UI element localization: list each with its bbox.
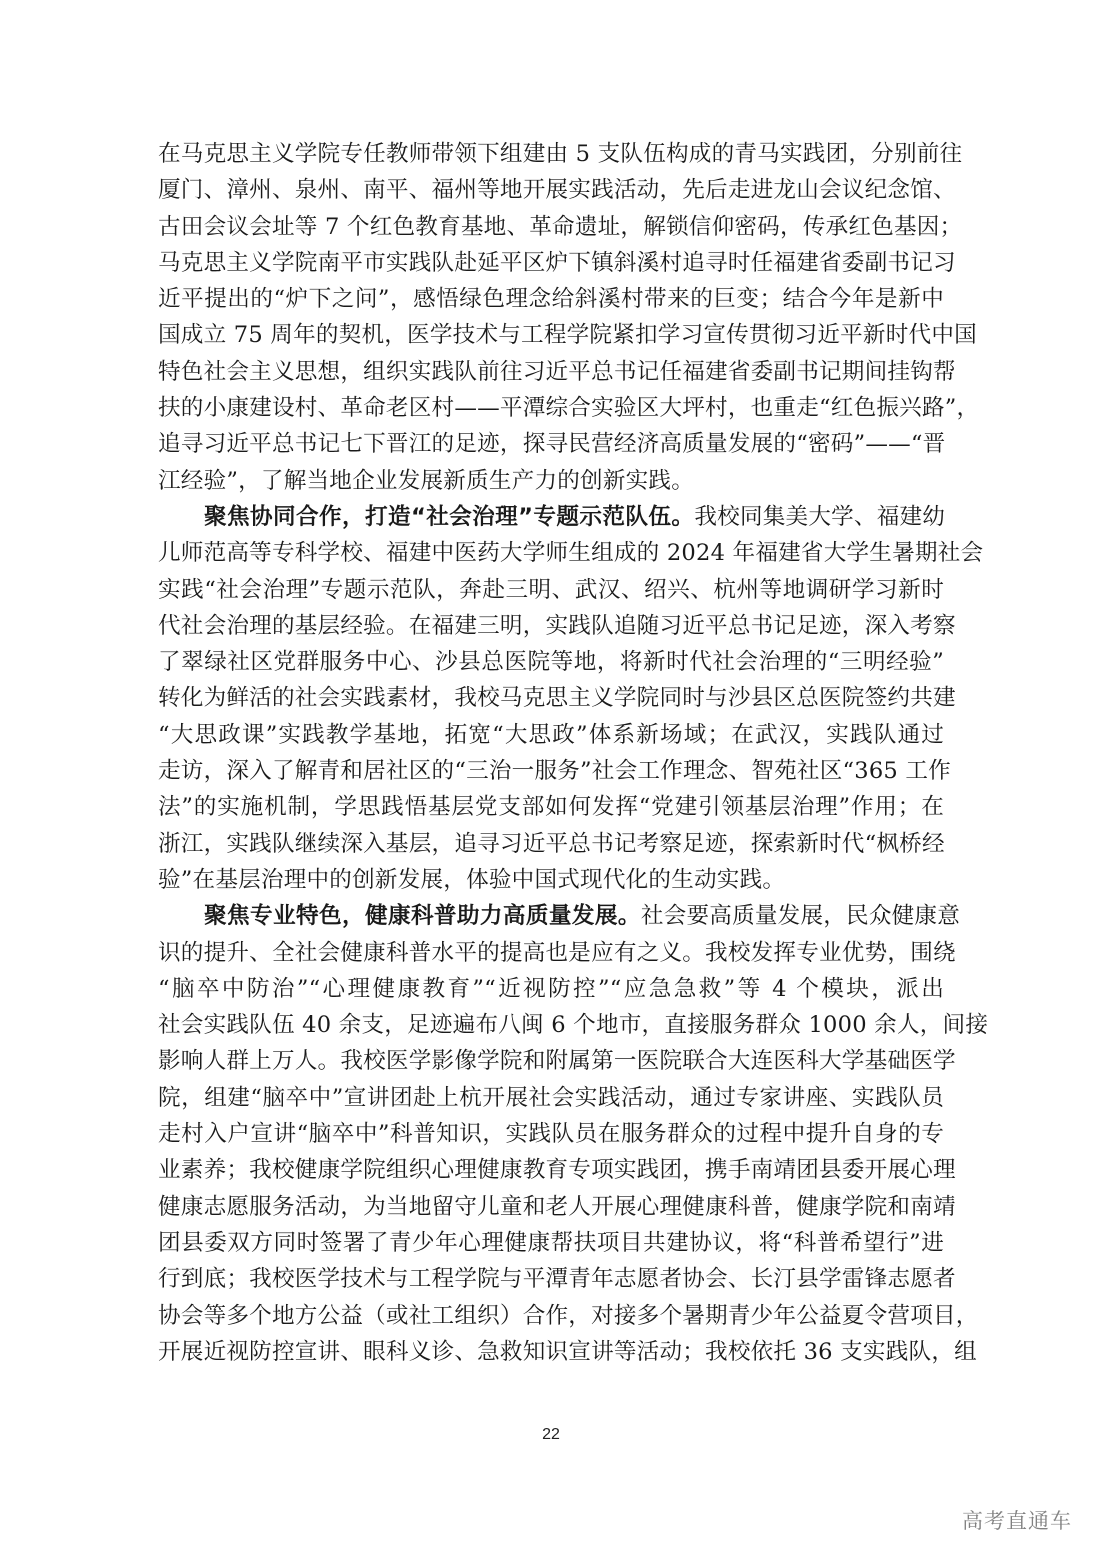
text-line: 转化为鲜活的社会实践素材，我校马克思主义学院同时与沙县区总医院签约共建 bbox=[158, 685, 956, 712]
text-line: 特色社会主义思想，组织实践队前往习近平总书记任福建省委副书记期间挂钩帮 bbox=[158, 358, 956, 385]
text-line: 协会等多个地方公益（或社工组织）合作，对接多个暑期青少年公益夏令营项目， bbox=[158, 1302, 979, 1329]
text-line: 业素养；我校健康学院组织心理健康教育专项实践团，携手南靖团县委开展心理 bbox=[158, 1157, 956, 1184]
text-line: 验”在基层治理中的创新发展，体验中国式现代化的生动实践。 bbox=[158, 866, 786, 893]
text-line: 浙江，实践队继续深入基层，追寻习近平总书记考察足迹，探索新时代“枫桥经 bbox=[158, 830, 945, 857]
text-line: 实践“社会治理”专题示范队，奔赴三明、武汉、绍兴、杭州等地调研学习新时 bbox=[158, 576, 944, 603]
text-line: 院，组建“脑卒中”宣讲团赴上杭开展社会实践活动，通过专家讲座、实践队员 bbox=[158, 1084, 944, 1111]
paragraph-social-governance bbox=[158, 499, 984, 898]
paragraph-heading: 聚焦协同合作，打造“社会治理”专题示范队伍。 bbox=[204, 503, 695, 530]
text-line: 近平提出的“炉下之问”，感悟绿色理念给斜溪村带来的巨变；结合今年是新中 bbox=[158, 286, 944, 313]
text-line: 识的提升、全社会健康科普水平的提高也是应有之义。我校发挥专业优势，围绕 bbox=[158, 939, 956, 966]
paragraph-heading: 聚焦专业特色，健康科普助力高质量发展。 bbox=[204, 903, 641, 930]
text-line: 开展近视防控宣讲、眼科义诊、急救知识宣讲等活动；我校依托 36 支实践队，组 bbox=[158, 1338, 977, 1365]
text-line: 厦门、漳州、泉州、南平、福州等地开展实践活动，先后走进龙山会议纪念馆、 bbox=[158, 177, 956, 204]
text-line: 影响人群上万人。我校医学影像学院和附属第一医院联合大连医科大学基础医学 bbox=[158, 1048, 956, 1075]
text-line: 国成立 75 周年的契机，医学技术与工程学院紧扣学习宣传贯彻习近平新时代中国 bbox=[158, 322, 977, 349]
text-run: 我校同集美大学、福建幼 bbox=[694, 503, 946, 530]
page-number: 22 bbox=[542, 1426, 560, 1443]
text-line: 社会实践队伍 40 余支，足迹遍布八闽 6 个地市，直接服务群众 1000 余人，间接 bbox=[158, 1012, 989, 1039]
text-line bbox=[158, 499, 944, 535]
document-body bbox=[158, 136, 989, 1370]
paragraph-red-education bbox=[158, 136, 980, 499]
text-line: “大思政课”实践教学基地，拓宽“大思政”体系新场域；在武汉，实践队通过 bbox=[158, 721, 944, 748]
watermark: 高考直通车 bbox=[962, 1509, 1072, 1533]
text-line: 马克思主义学院南平市实践队赴延平区炉下镇斜溪村追寻时任福建省委副书记习 bbox=[158, 249, 956, 276]
text-line: 团县委双方同时签署了青少年心理健康帮扶项目共建协议，将“科普希望行”进 bbox=[158, 1229, 944, 1256]
text-line bbox=[158, 898, 961, 934]
text-line: 扶的小康建设村、革命老区村——平潭综合实验区大坪村，也重走“红色振兴路”， bbox=[158, 395, 980, 422]
text-line: 代社会治理的基层经验。在福建三明，实践队追随习近平总书记足迹，深入考察 bbox=[158, 612, 956, 639]
text-line: 走村入户宣讲“脑卒中”科普知识，实践队员在服务群众的过程中提升自身的专 bbox=[158, 1121, 944, 1148]
text-line: 在马克思主义学院专任教师带领下组建由 5 支队伍构成的青马实践团，分别前往 bbox=[158, 141, 963, 167]
paragraph-health-science bbox=[158, 898, 989, 1370]
text-line: 古田会议会址等 7 个红色教育基地、革命遗址，解锁信仰密码，传承红色基因； bbox=[158, 213, 963, 240]
text-line: “脑卒中防治”“心理健康教育”“近视防控”“应急急救”等 4 个模块，派出 bbox=[158, 975, 944, 1002]
text-line: 儿师范高等专科学校、福建中医药大学师生组成的 2024 年福建省大学生暑期社会 bbox=[158, 540, 984, 567]
text-line: 健康志愿服务活动，为当地留守儿童和老人开展心理健康科普，健康学院和南靖 bbox=[158, 1193, 956, 1220]
text-line: 追寻习近平总书记七下晋江的足迹，探寻民营经济高质量发展的“密码”——“晋 bbox=[158, 431, 946, 458]
text-line: 法”的实施机制，学思践悟基层党支部如何发挥“党建引领基层治理”作用；在 bbox=[158, 794, 944, 821]
text-line: 行到底；我校医学技术与工程学院与平潭青年志愿者协会、长汀县学雷锋志愿者 bbox=[158, 1266, 956, 1293]
text-line: 江经验”，了解当地企业发展新质生产力的创新实践。 bbox=[158, 467, 695, 494]
text-line: 走访，深入了解青和居社区的“三治一服务”社会工作理念、智苑社区“365 工作 bbox=[158, 758, 951, 785]
text-run: 社会要高质量发展，民众健康意 bbox=[640, 903, 961, 930]
text-line: 了翠绿社区党群服务中心、沙县总医院等地，将新时代社会治理的“三明经验” bbox=[158, 649, 944, 676]
